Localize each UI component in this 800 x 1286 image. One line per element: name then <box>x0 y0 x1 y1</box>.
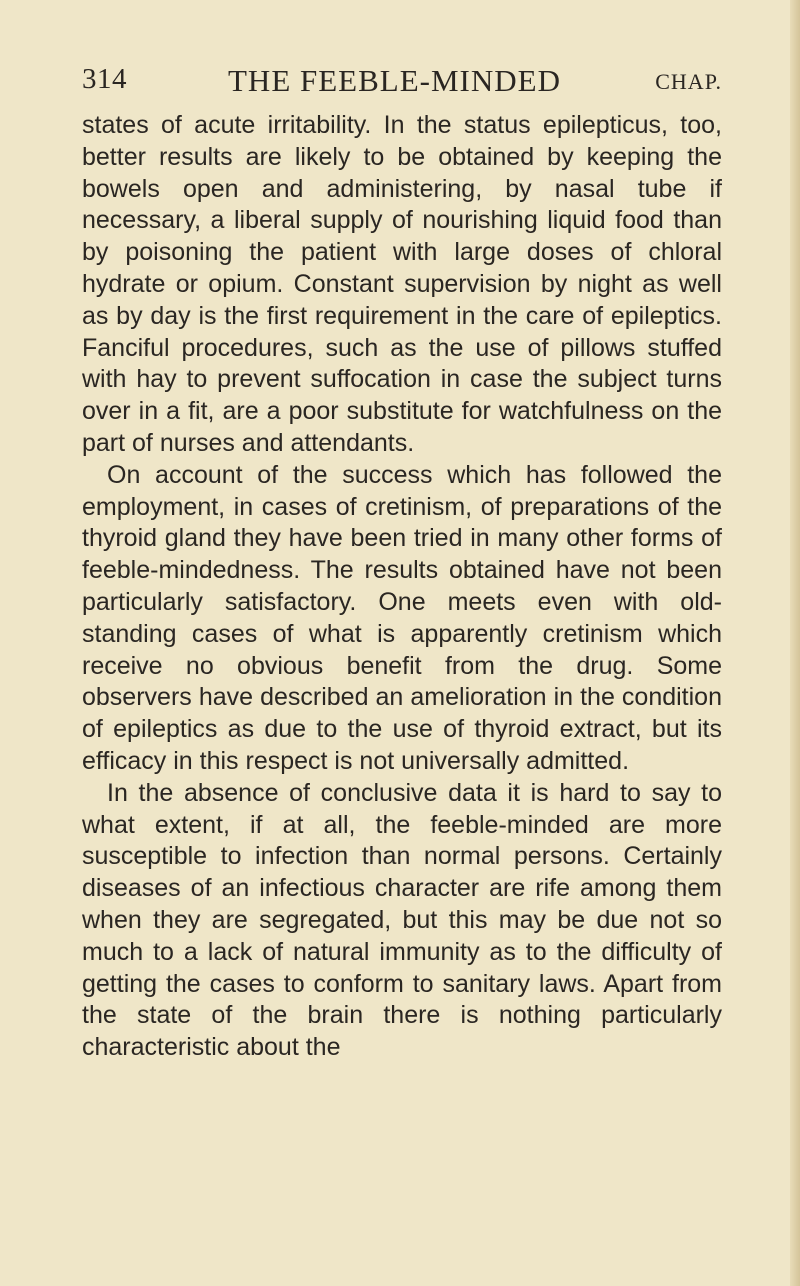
paragraph-1: states of acute irritability. In the status epilepticus, too, better results are likely to be obtained by keeping the bowels open and administering, by nasal tube if necessary, a liberal supply of nourishing liquid food than by poisoning the patient with large doses of chloral hydrate or opium. Constant supervision by night as well as by day is the first requirement in the care of epileptics. Fanciful procedures, such as the use of pillows stuffed with hay to prevent suffocation in case the subject turns over in a fit, are a poor substitute for watchfulness on the part of nurses and attendants. <box>82 111 722 457</box>
paragraph-2: On account of the success which has followed the employment, in cases of cretinism, of preparations of the thyroid gland they have been tried in many other forms of feeble-mindedness. The results obtained have not been particularly satisfactory. One meets even with old-standing cases of what is apparently cretinism which receive no obvious benefit from the drug. Some observers have described an amelioration in the condition of epileptics as due to the use of thyroid extract, but its efficacy in this respect is not universally admitted. <box>82 460 722 775</box>
page-number: 314 <box>82 63 127 95</box>
paragraph-3: In the absence of conclusive data it is hard to say to what extent, if at all, the feeble-minded are more susceptible to infection than normal persons. Certainly diseases of an infectious character are rife among them when they are segregated, but this may be due not so much to a lack of natural immunity as to the difficulty of getting the cases to conform to sanitary laws. Apart from the state of the brain there is nothing particularly characteristic about the <box>82 778 722 1062</box>
running-title: THE FEEBLE-MINDED <box>228 63 561 98</box>
body-text <box>82 110 722 1064</box>
page-edge <box>790 0 800 1286</box>
running-header <box>82 63 722 99</box>
chapter-marker: CHAP. <box>655 69 722 94</box>
